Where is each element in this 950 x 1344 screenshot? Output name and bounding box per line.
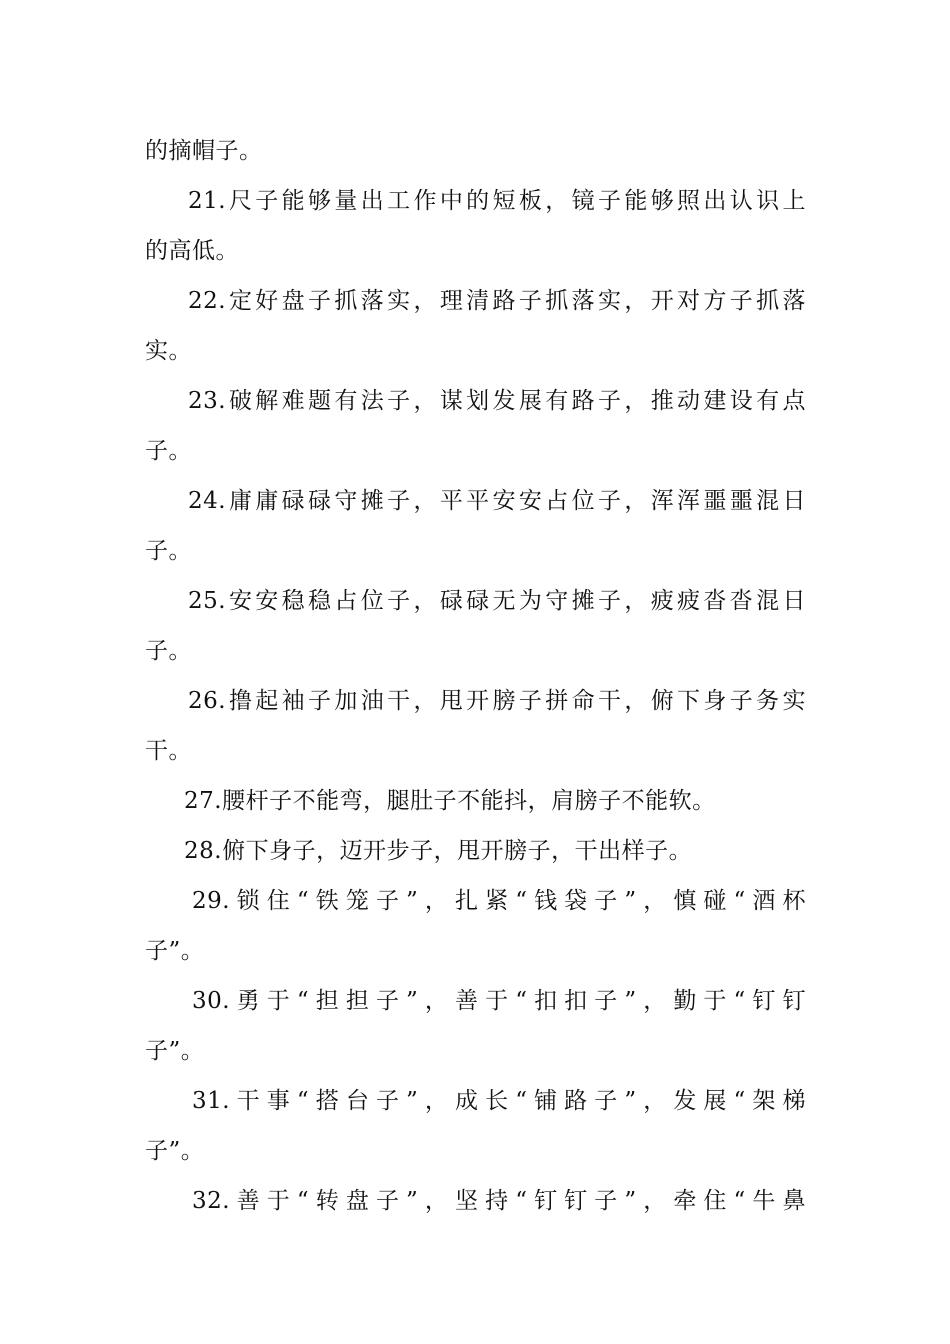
- text-line: 32.善于“转盘子”，坚持“钉钉子”，牵住“牛鼻: [192, 1188, 806, 1214]
- text-line: 23.破解难题有法子，谋划发展有路子，推动建设有点: [188, 388, 806, 414]
- text-line: 22.定好盘子抓落实，理清路子抓落实，开对方子抓落: [188, 288, 806, 314]
- text-line: 干。: [145, 738, 192, 764]
- text-line: 子”。: [145, 1138, 205, 1164]
- text-line: 31.干事“搭台子”，成长“铺路子”，发展“架梯: [192, 1088, 806, 1114]
- text-line: 25.安安稳稳占位子，碌碌无为守摊子，疲疲沓沓混日: [188, 588, 806, 614]
- text-line: 的高低。: [145, 238, 239, 264]
- text-line: 实。: [145, 338, 192, 364]
- text-line: 子。: [145, 538, 192, 564]
- text-line: 的摘帽子。: [145, 138, 263, 164]
- text-line: 30.勇于“担担子”，善于“扣扣子”，勤于“钉钉: [192, 988, 806, 1014]
- text-line: 27.腰杆子不能弯，腿肚子不能抖，肩膀子不能软。: [184, 788, 716, 814]
- text-line: 子”。: [145, 1038, 205, 1064]
- text-line: 28.俯下身子，迈开步子，甩开膀子，干出样子。: [184, 838, 693, 864]
- text-line: 24.庸庸碌碌守摊子，平平安安占位子，浑浑噩噩混日: [188, 488, 806, 514]
- text-line: 子。: [145, 638, 192, 664]
- text-line: 子。: [145, 438, 192, 464]
- text-line: 21.尺子能够量出工作中的短板，镜子能够照出认识上: [188, 188, 806, 214]
- text-line: 29.锁住“铁笼子”，扎紧“钱袋子”，慎碰“酒杯: [192, 888, 806, 914]
- text-line: 子”。: [145, 938, 205, 964]
- text-line: 26.撸起袖子加油干，甩开膀子拼命干，俯下身子务实: [188, 688, 806, 714]
